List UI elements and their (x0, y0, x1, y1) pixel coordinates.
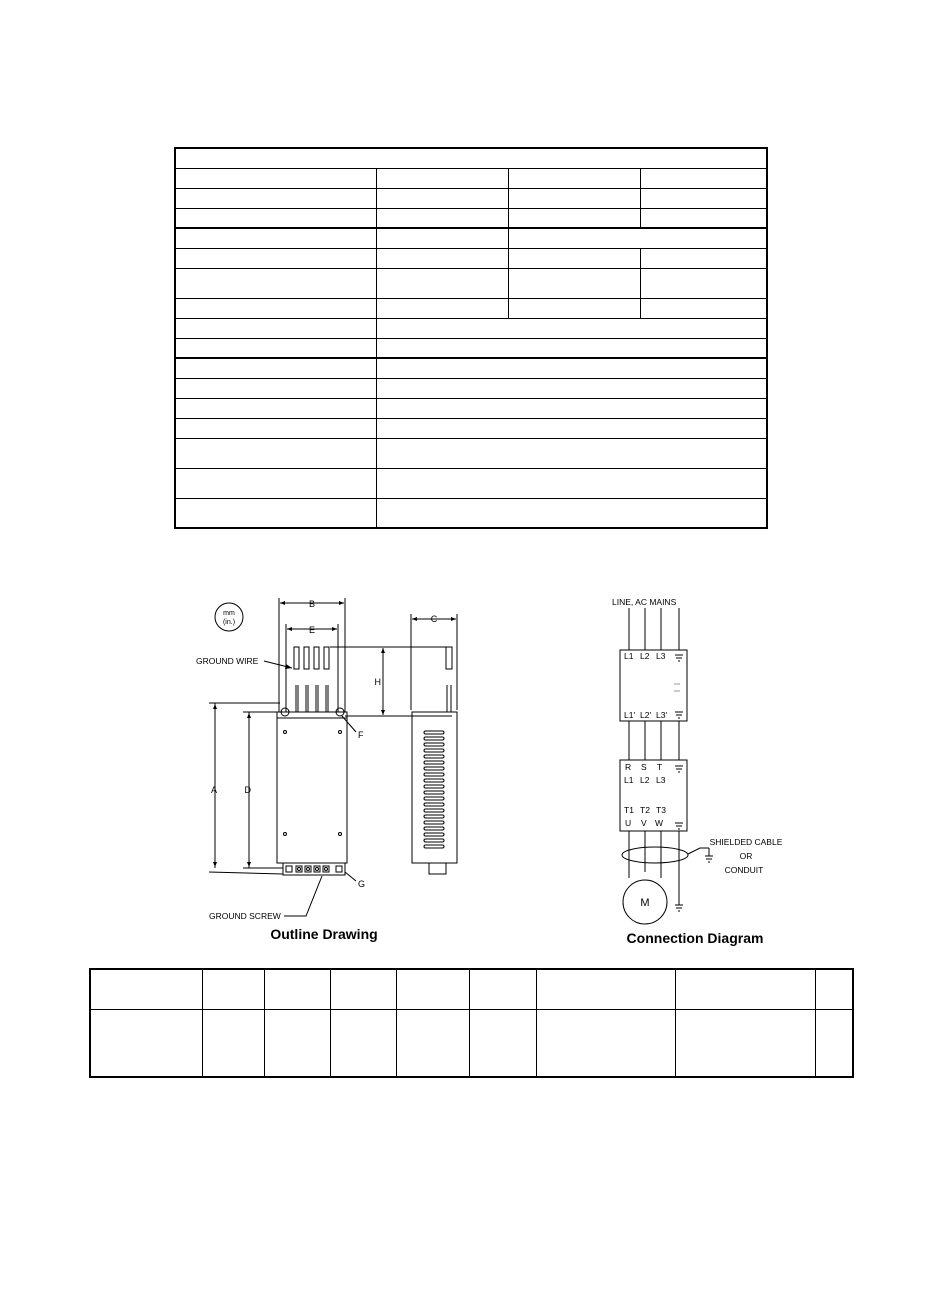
drive-terminal-s: S (641, 762, 647, 772)
spec-cell (640, 188, 767, 208)
outline-drawing (195, 590, 485, 950)
spec-cell (376, 358, 767, 378)
spec-cell (175, 268, 376, 298)
spec-cell (175, 228, 376, 248)
dim-cell (330, 1009, 396, 1077)
spec-cell (376, 438, 767, 468)
spec-cell (508, 188, 640, 208)
ground-icon (675, 766, 683, 772)
spec-row (175, 378, 767, 398)
spec-row (175, 248, 767, 268)
wire-terminal (294, 647, 299, 669)
spec-cell (376, 298, 508, 318)
spec-cell (175, 398, 376, 418)
shielded-cable-label: SHIELDED CABLE (709, 837, 783, 847)
dim-label-g: G (358, 879, 366, 889)
unit-note: (in.) (222, 619, 236, 626)
dim-cell (815, 969, 853, 1009)
spec-cell (376, 208, 508, 228)
spec-row (175, 398, 767, 418)
ground-wire-label: GROUND WIRE (196, 656, 259, 666)
filter-output-l2: L2' (640, 710, 652, 720)
dimensions-row (90, 1009, 853, 1077)
spec-cell (175, 438, 376, 468)
spec-cell (175, 168, 376, 188)
connection-diagram (600, 590, 800, 950)
dimensions-table (89, 968, 854, 1078)
spec-cell (376, 498, 767, 528)
spec-cell (175, 468, 376, 498)
dim-cell (396, 969, 469, 1009)
spec-cell (508, 248, 640, 268)
shielded-conduit-label: CONDUIT (724, 865, 764, 875)
spec-cell (508, 208, 640, 228)
spec-cell (376, 398, 767, 418)
dim-cell (202, 969, 264, 1009)
dimensions-header-row (90, 969, 853, 1009)
spec-row (175, 338, 767, 358)
spec-cell (640, 298, 767, 318)
spec-cell (175, 418, 376, 438)
spec-row (175, 298, 767, 318)
unit-circle (215, 603, 243, 631)
spec-cell (376, 228, 508, 248)
dim-cell (264, 1009, 330, 1077)
spec-cell (376, 188, 508, 208)
drive-terminal-t3: T3 (656, 805, 666, 815)
spec-cell (175, 498, 376, 528)
spec-cell (640, 268, 767, 298)
dim-label-a: A (210, 785, 217, 795)
spec-row (175, 318, 767, 338)
spec-cell (175, 298, 376, 318)
dim-label-c: C (430, 614, 438, 624)
spec-cell (175, 248, 376, 268)
dim-cell (536, 1009, 675, 1077)
shielded-or-label: OR (739, 851, 753, 861)
spec-row (175, 168, 767, 188)
drive-terminal-u: U (625, 818, 632, 828)
drive-terminal-r: R (625, 762, 632, 772)
spec-header-row (175, 148, 767, 168)
filter-input-l3: L3 (656, 651, 666, 661)
dim-cell (536, 969, 675, 1009)
dim-cell (90, 969, 202, 1009)
filter-input-l2: L2 (640, 651, 650, 661)
line-mains-label: LINE, AC MAINS (612, 597, 677, 607)
dim-cell (815, 1009, 853, 1077)
drive-terminal-w: W (655, 818, 664, 828)
spec-cell (175, 208, 376, 228)
drive-terminal-l1: L1 (624, 775, 634, 785)
spec-cell (376, 168, 508, 188)
spec-cell (508, 228, 767, 248)
unit-note: mm (223, 610, 235, 617)
motor-label: M (640, 897, 650, 909)
ground-icon (675, 655, 683, 661)
spec-cell (376, 248, 508, 268)
wire-terminal (324, 647, 329, 669)
ground-icon (675, 905, 683, 911)
spec-row (175, 208, 767, 228)
spec-cell (640, 248, 767, 268)
spec-cell (376, 268, 508, 298)
dim-cell (675, 1009, 815, 1077)
spec-cell (175, 378, 376, 398)
spec-cell (175, 318, 376, 338)
spec-cell (376, 338, 767, 358)
connection-caption: Connection Diagram (626, 930, 764, 946)
outline-caption: Outline Drawing (270, 926, 378, 942)
spec-cell (508, 268, 640, 298)
dim-label-e: E (308, 625, 316, 635)
spec-cell (376, 418, 767, 438)
dim-cell (675, 969, 815, 1009)
dim-label-h: H (374, 677, 381, 687)
spec-cell (640, 168, 767, 188)
spec-row (175, 468, 767, 498)
dim-label-b: B (308, 599, 316, 609)
ground-icon (675, 712, 683, 718)
dim-label-d: D (244, 785, 251, 795)
filter-input-l1: L1 (624, 651, 634, 661)
spec-row (175, 438, 767, 468)
spec-cell (508, 168, 640, 188)
filter-output-l1: L1' (624, 710, 636, 720)
wire-terminal (304, 647, 309, 669)
spec-row (175, 358, 767, 378)
spec-row (175, 268, 767, 298)
ground-screw-label: GROUND SCREW (209, 911, 281, 921)
spec-cell (640, 208, 767, 228)
drive-terminal-t: T (657, 762, 663, 772)
dim-cell (202, 1009, 264, 1077)
filter-output-l3: L3' (656, 710, 668, 720)
dim-cell (264, 969, 330, 1009)
spec-row (175, 498, 767, 528)
drive-terminal-t1: T1 (624, 805, 634, 815)
spec-cell (175, 188, 376, 208)
filter-body-front (277, 712, 347, 863)
spec-table (174, 147, 768, 529)
dim-cell (330, 969, 396, 1009)
vent-slots (424, 731, 444, 848)
drive-terminal-l3: L3 (656, 775, 666, 785)
wire-terminal (314, 647, 319, 669)
spec-cell (175, 358, 376, 378)
spec-row (175, 188, 767, 208)
drive-terminal-v: V (641, 818, 647, 828)
shield-ellipse (622, 847, 688, 863)
dim-cell (469, 1009, 536, 1077)
spec-cell (376, 468, 767, 498)
spec-cell (508, 298, 640, 318)
drive-terminal-l2: L2 (640, 775, 650, 785)
dim-cell (90, 1009, 202, 1077)
spec-cell (376, 378, 767, 398)
ground-icon (705, 856, 713, 862)
dim-cell (469, 969, 536, 1009)
spec-cell (376, 318, 767, 338)
dim-label-f: F (358, 730, 364, 740)
dim-cell (396, 1009, 469, 1077)
spec-row (175, 418, 767, 438)
spec-cell (175, 338, 376, 358)
drive-terminal-t2: T2 (640, 805, 650, 815)
spec-cell (175, 148, 767, 168)
ground-icon (675, 823, 683, 829)
spec-row (175, 228, 767, 248)
